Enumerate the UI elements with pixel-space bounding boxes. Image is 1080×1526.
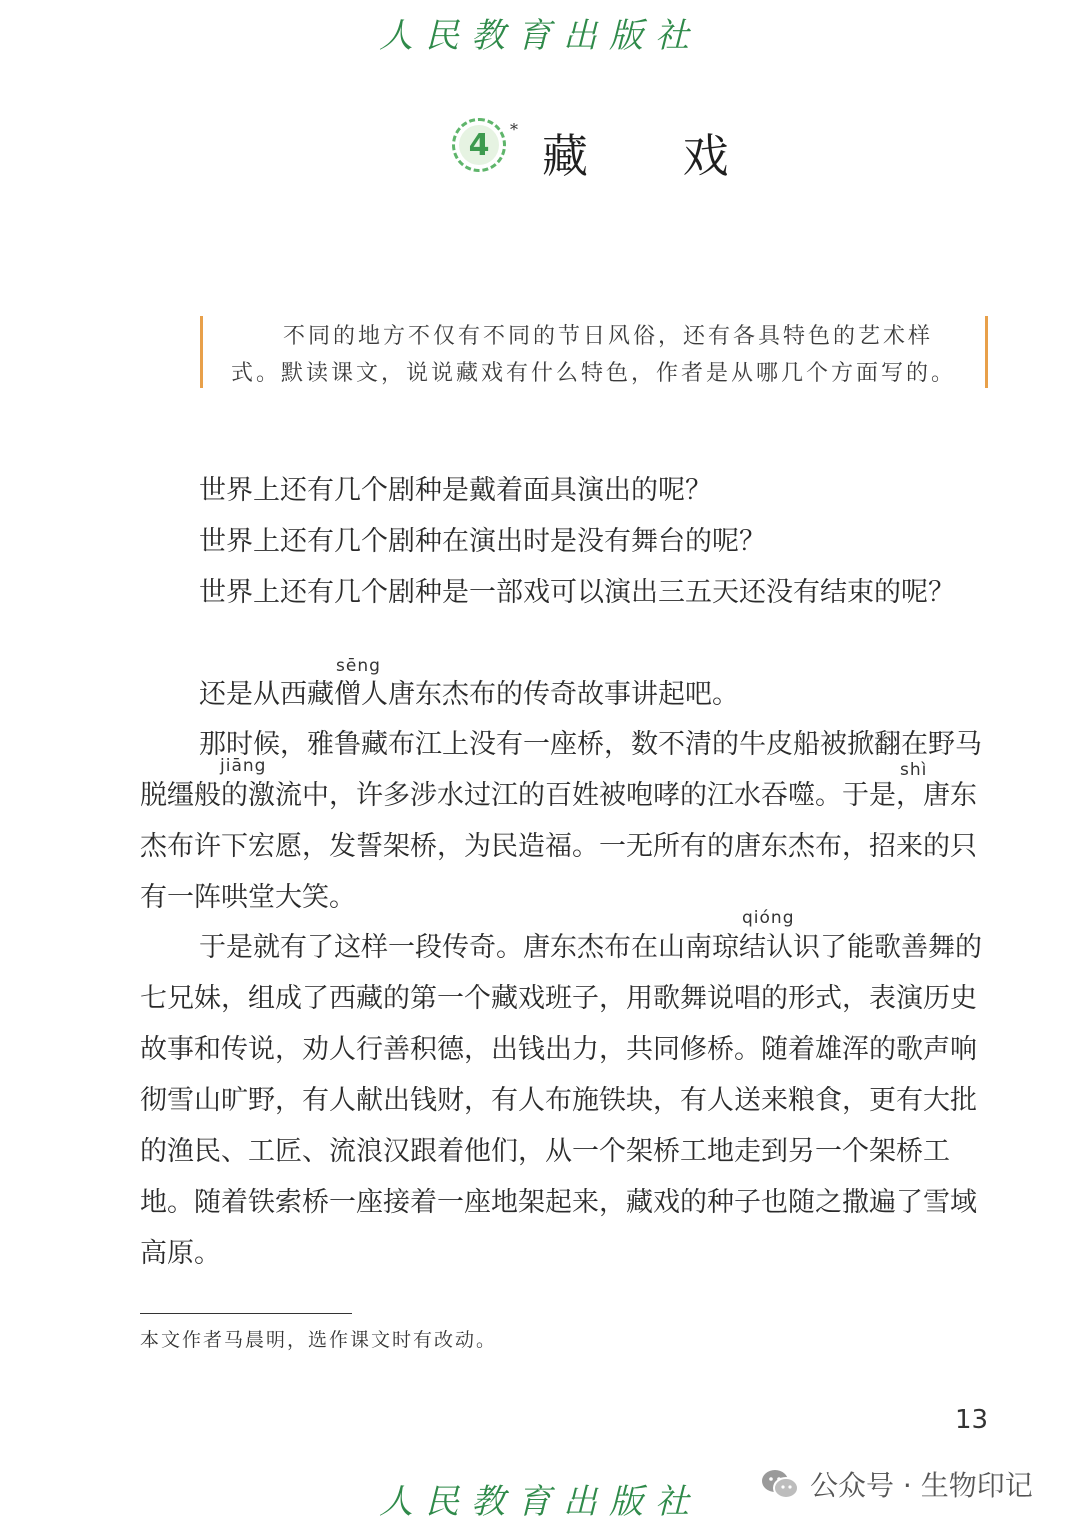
watermark-text: 公众号 · 生物印记 — [810, 1469, 1033, 1502]
body-paragraph-1: 世界上还有几个剧种是戴着面具演出的呢？ — [199, 475, 712, 506]
publisher-logo-top: 人民教育出版社 — [379, 16, 701, 56]
body-paragraph-3: 世界上还有几个剧种是一部戏可以演出三五天还没有结束的呢？ — [199, 577, 955, 608]
body-paragraph-5: 那时候，雅鲁藏布江上没有一座桥，数不清的牛皮船被掀翻在野马脱缰般的激流中，许多涉水过江的百姓被咆哮的江水吞噬。于是，唐东杰布许下宏愿，发誓架桥，为民造福。一无所有的唐东杰布，招来的只有一阵哄堂大笑。 — [140, 729, 982, 913]
pinyin-seng: sēng — [336, 656, 381, 676]
body-paragraph-2: 世界上还有几个剧种在演出时是没有舞台的呢？ — [199, 526, 766, 557]
lesson-title: 藏 戏 — [542, 129, 769, 183]
pinyin-jiang: jiāng — [220, 756, 267, 776]
prompt-line-2: 式。默读课文，说说藏戏有什么特色，作者是从哪几个方面写的。 — [231, 361, 957, 386]
body-paragraph-6: 于是就有了这样一段传奇。唐东杰布在山南琼结认识了能歌善舞的七兄妹，组成了西藏的第一个藏戏班子，用歌舞说唱的形式，表演历史故事和传说，劝人行善积德，出钱出力，共同修桥。随着雄浑的歌声响彻雪山旷野，有人献出钱财，有人布施铁块，有人送来粮食，更有大批的渔民、工匠、流浪汉跟着他们，从一个架桥工地走到另一个架桥工地。随着铁索桥一座接着一座地架起来，藏戏的种子也随之撒遍了雪域高原。 — [140, 932, 982, 1269]
footnote-rule — [140, 1313, 352, 1314]
publisher-logo-bottom: 人民教育出版社 — [379, 1482, 701, 1522]
lesson-number-badge — [452, 118, 506, 172]
page-number: 13 — [955, 1405, 989, 1435]
footnote: 本文作者马晨明，选作课文时有改动。 — [140, 1329, 498, 1351]
pinyin-qiong: qióng — [742, 908, 795, 928]
wechat-watermark — [760, 1464, 1033, 1504]
self-study-mark: * — [510, 120, 518, 139]
lesson-number: 4 — [459, 125, 499, 165]
pinyin-shi: shì — [900, 760, 928, 780]
prompt-line-1: 不同的地方不仅有不同的节日风俗，还有各具特色的艺术样 — [283, 324, 934, 349]
reading-prompt — [200, 316, 988, 388]
body-paragraph-4: 还是从西藏僧人唐东杰布的传奇故事讲起吧。 — [199, 679, 739, 710]
wechat-icon — [760, 1467, 800, 1501]
